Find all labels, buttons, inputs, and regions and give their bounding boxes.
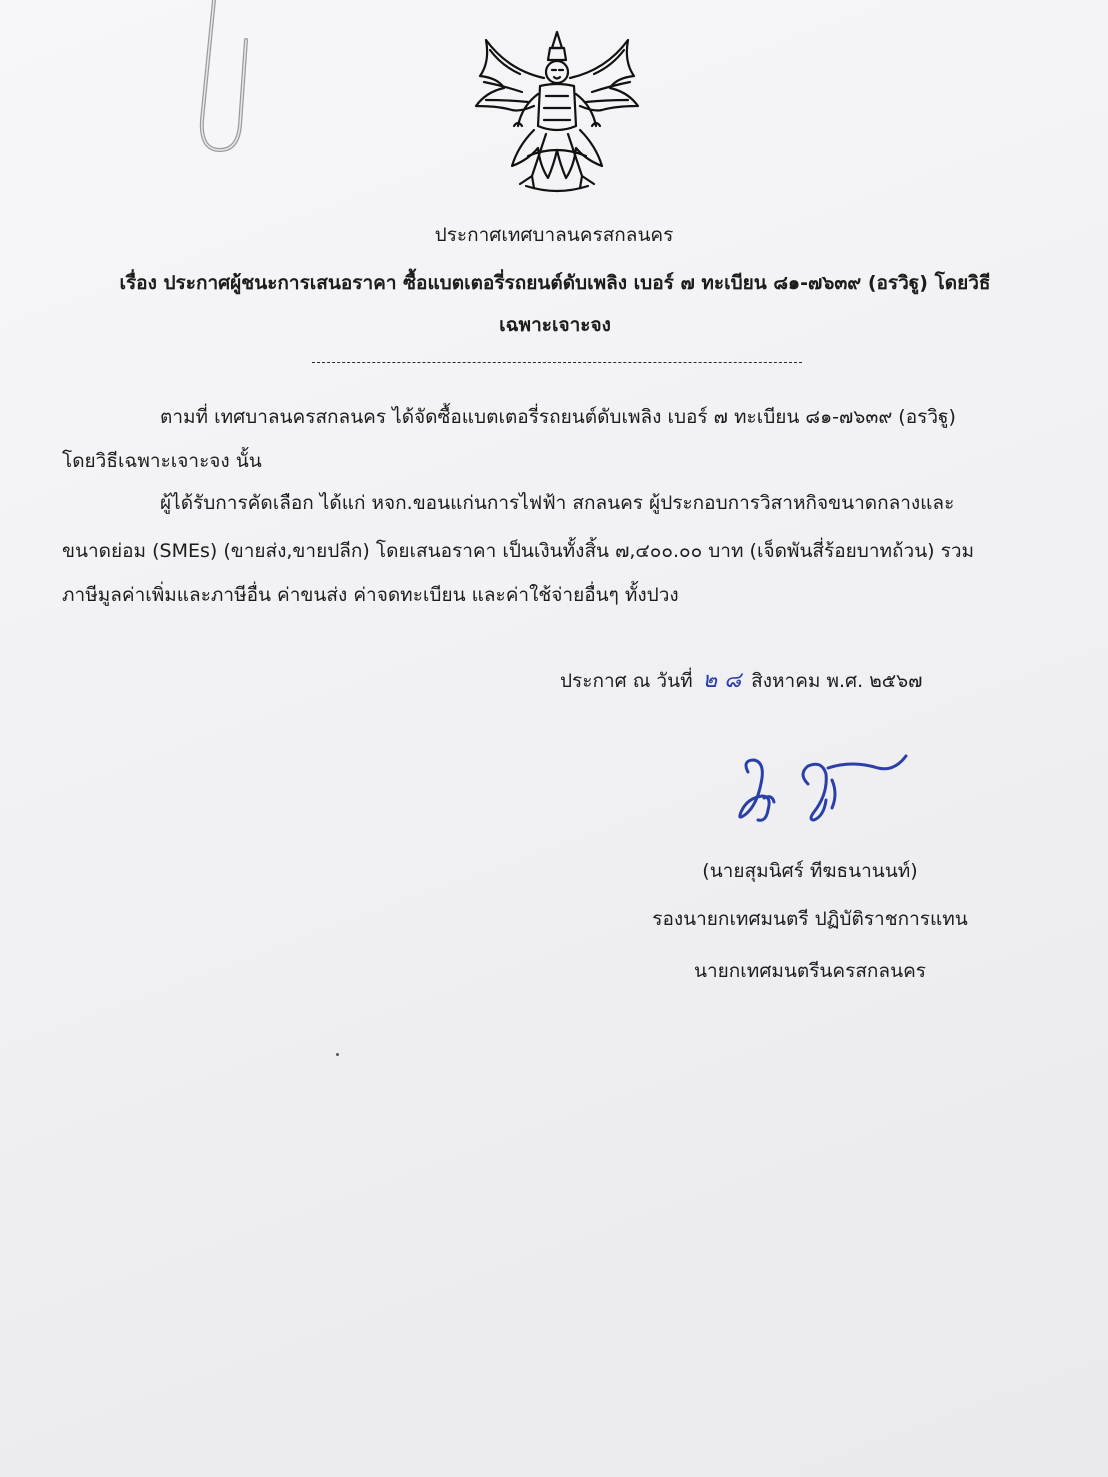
handwritten-signature bbox=[728, 738, 918, 838]
paragraph-2-line-1: ผู้ได้รับการคัดเลือก ได้แก่ หจก.ขอนแก่นการไฟฟ้า สกลนคร ผู้ประกอบการวิสาหกิจขนาดกลางและ bbox=[160, 492, 955, 514]
document-title: ประกาศเทศบาลนครสกลนคร bbox=[434, 224, 674, 246]
ink-dot bbox=[336, 1053, 339, 1056]
subject-line-1: เรื่อง ประกาศผู้ชนะการเสนอราคา ซื้อแบตเตอรี่รถยนต์ดับเพลิง เบอร์ ๗ ทะเบียน ๘๑-๗๖๓๙ (อรวิฐู) โดยวิธี bbox=[119, 272, 991, 294]
signatory-position-line-1: รองนายกเทศมนตรี ปฏิบัติราชการแทน bbox=[652, 908, 968, 930]
date-prefix: ประกาศ ณ วันที่ bbox=[560, 670, 693, 692]
paragraph-1-line-1: ตามที่ เทศบาลนครสกลนคร ได้จัดซื้อแบตเตอรี่รถยนต์ดับเพลิง เบอร์ ๗ ทะเบียน ๘๑-๗๖๓๙ (อรวิฐู) bbox=[160, 406, 956, 428]
signatory-name: (นายสุมนิศร์ ทีฆธนานนท์) bbox=[702, 860, 918, 882]
paragraph-2-line-2: ขนาดย่อม (SMEs) (ขายส่ง,ขายปลีก) โดยเสนอราคา เป็นเงินทั้งสิ้น ๗,๔๐๐.๐๐ บาท (เจ็ดพันสี่ร้อยบาทถ้วน) รวม bbox=[62, 540, 975, 562]
signatory-position-line-2: นายกเทศมนตรีนครสกลนคร bbox=[694, 960, 926, 982]
announcement-date bbox=[560, 668, 922, 694]
garuda-emblem bbox=[468, 26, 646, 198]
paragraph-1-line-2: โดยวิธีเฉพาะเจาะจง นั้น bbox=[62, 450, 262, 472]
date-suffix: สิงหาคม พ.ศ. ๒๕๖๗ bbox=[751, 670, 923, 692]
paperclip-icon bbox=[192, 0, 252, 160]
subject-line-2: เฉพาะเจาะจง bbox=[499, 314, 611, 336]
paragraph-2-line-3: ภาษีมูลค่าเพิ่มและภาษีอื่น ค่าขนส่ง ค่าจดทะเบียน และค่าใช้จ่ายอื่นๆ ทั้งปวง bbox=[62, 584, 679, 606]
date-day-handwritten: ๒ ๘ bbox=[702, 668, 742, 693]
separator-line bbox=[312, 362, 802, 363]
